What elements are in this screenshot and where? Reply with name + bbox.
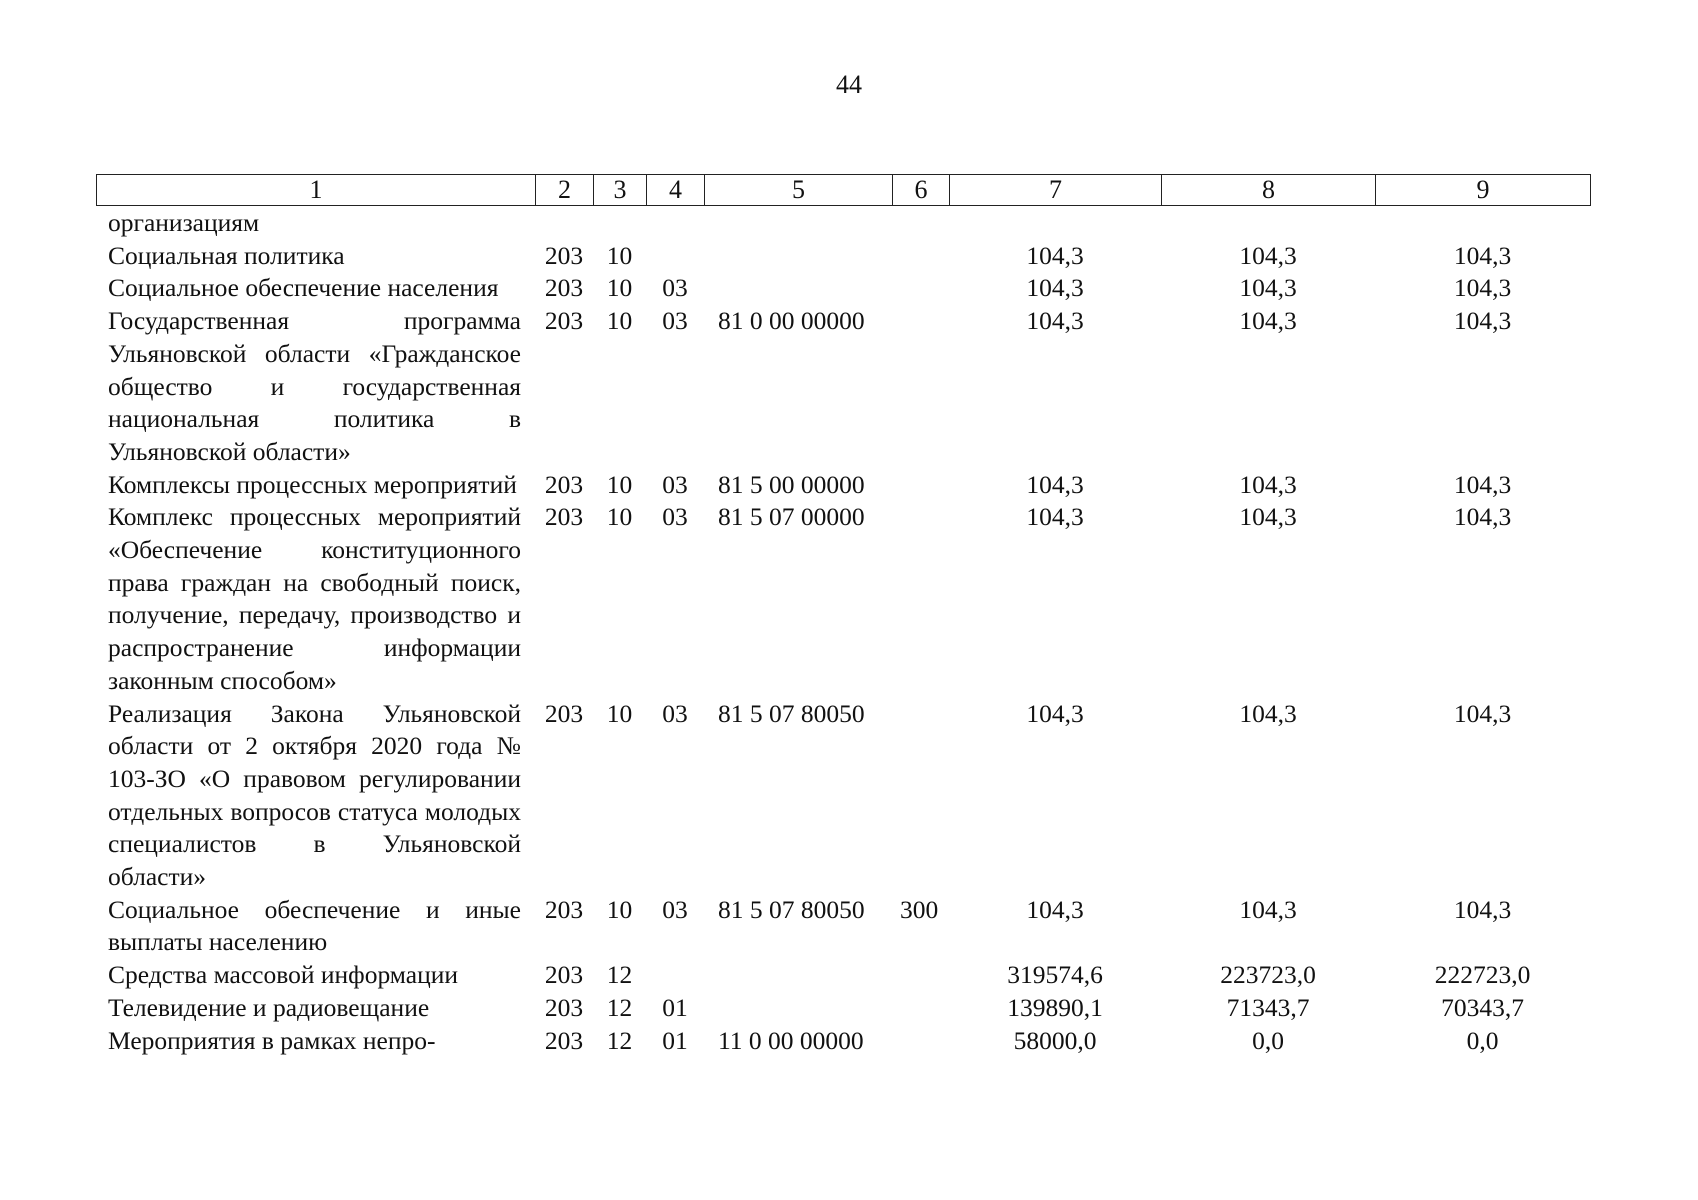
table-row [96, 1025, 1590, 1058]
row-name: Государственная программа Ульяновской области «Гражданское общество и государственная национальная политика в Ульяновской области» [108, 306, 521, 466]
row-name: организациям [108, 208, 260, 237]
row-col-2: 203 [544, 502, 584, 532]
row-col-4: 03 [662, 273, 688, 303]
row-col-7: 58000,0 [1013, 1025, 1097, 1055]
row-col-6 [892, 305, 949, 469]
row-col-8: 104,3 [1239, 469, 1297, 499]
row-col-5: 81 5 00 00000 [718, 469, 865, 499]
row-col-6 [892, 469, 949, 502]
column-header-6: 6 [893, 175, 950, 206]
column-header-8: 8 [1162, 175, 1376, 206]
row-col-2: 203 [544, 894, 584, 924]
row-col-2: 203 [544, 273, 584, 303]
table-row [96, 959, 1590, 992]
row-col-5 [704, 272, 892, 305]
row-col-5 [704, 992, 892, 1025]
row-col-9: 104,3 [1453, 469, 1512, 499]
row-col-9: 0,0 [1466, 1025, 1499, 1055]
row-col-3: 10 [606, 894, 633, 924]
row-col-8: 0,0 [1252, 1025, 1284, 1055]
page-number: 44 [836, 70, 862, 99]
row-col-6: 300 [900, 894, 939, 924]
row-col-8: 104,3 [1239, 240, 1297, 270]
row-col-4: 01 [662, 992, 688, 1022]
row-col-9: 222723,0 [1434, 960, 1531, 990]
row-col-6 [892, 992, 949, 1025]
row-col-3: 12 [606, 960, 633, 990]
row-col-5: 81 5 07 80050 [718, 698, 865, 728]
row-col-8: 71343,7 [1226, 992, 1310, 1022]
row-col-8 [1161, 207, 1375, 240]
row-col-3: 12 [606, 992, 633, 1022]
row-col-5: 81 5 07 80050 [718, 894, 865, 924]
row-name: Социальная политика [108, 240, 345, 270]
table-row [96, 272, 1590, 305]
row-col-4 [646, 959, 704, 992]
row-col-6 [892, 959, 949, 992]
budget-table-body [96, 207, 1590, 1057]
row-col-6 [892, 207, 949, 240]
row-col-8: 104,3 [1239, 306, 1297, 336]
row-col-4: 03 [662, 894, 688, 924]
column-header-3: 3 [594, 175, 647, 206]
row-col-6 [892, 240, 949, 273]
row-col-3: 10 [606, 240, 633, 270]
table-row [96, 698, 1590, 894]
row-col-7: 104,3 [1026, 698, 1084, 728]
row-name: Мероприятия в рамках непро- [108, 1025, 436, 1055]
row-name: Реализация Закона Ульяновской области от 2 октября 2020 года № 103-ЗО «О правовом регулировании отдельных вопросов статуса молодых специалистов в Ульяновской области» [108, 698, 521, 892]
row-name: Комплексы процессных мероприятий [108, 469, 517, 499]
row-col-8: 104,3 [1239, 273, 1297, 303]
row-col-9: 70343,7 [1441, 992, 1524, 1022]
table-row [96, 894, 1590, 959]
row-col-7: 104,3 [1026, 894, 1084, 924]
row-col-4: 03 [662, 469, 688, 499]
row-col-9: 104,3 [1453, 273, 1512, 303]
row-col-3: 10 [606, 502, 633, 532]
row-col-3: 10 [606, 306, 633, 336]
row-col-5: 11 0 00 00000 [718, 1025, 864, 1055]
row-col-6 [892, 698, 949, 894]
row-col-4 [646, 207, 704, 240]
row-name: Телевидение и радиовещание [108, 992, 430, 1022]
table-row [96, 501, 1590, 697]
row-col-8: 104,3 [1239, 502, 1297, 532]
row-col-7: 104,3 [1026, 502, 1084, 532]
row-col-9: 104,3 [1453, 894, 1512, 924]
row-col-7: 319574,6 [1007, 960, 1103, 990]
row-col-5 [704, 959, 892, 992]
row-col-7: 104,3 [1026, 240, 1084, 270]
row-col-5 [704, 240, 892, 273]
row-col-2: 203 [544, 240, 584, 270]
row-col-4 [646, 240, 704, 273]
row-col-6 [892, 1025, 949, 1058]
row-col-2: 203 [544, 960, 584, 990]
row-col-9: 104,3 [1453, 240, 1512, 270]
row-col-3: 12 [606, 1025, 633, 1055]
row-col-2: 203 [544, 992, 584, 1022]
row-col-7: 104,3 [1026, 273, 1084, 303]
row-col-9: 104,3 [1453, 698, 1512, 728]
row-col-2: 203 [544, 698, 584, 728]
row-col-7 [949, 207, 1161, 240]
row-col-4: 01 [662, 1025, 688, 1055]
column-header-row [97, 175, 1591, 206]
row-col-8: 104,3 [1239, 698, 1297, 728]
column-header-1: 1 [97, 175, 536, 206]
row-col-9: 104,3 [1453, 306, 1512, 336]
row-col-2: 203 [544, 306, 584, 336]
row-name: Средства массовой информации [108, 960, 459, 990]
row-name: Социальное обеспечение населения [108, 273, 499, 303]
row-col-8: 223723,0 [1220, 960, 1316, 990]
column-header-table [96, 174, 1591, 206]
column-header-7: 7 [950, 175, 1162, 206]
row-col-2 [535, 207, 593, 240]
row-col-9: 104,3 [1453, 502, 1512, 532]
row-col-3: 10 [606, 273, 633, 303]
row-col-3: 10 [606, 469, 633, 499]
row-col-4: 03 [662, 306, 688, 336]
row-col-5 [704, 207, 892, 240]
row-col-6 [892, 272, 949, 305]
row-col-2: 203 [544, 1025, 584, 1055]
column-header-5: 5 [705, 175, 893, 206]
row-name: Комплекс процессных мероприятий «Обеспечение конституционного права граждан на свободный поиск, получение, передачу, производство и распространение информации законным способом» [108, 502, 521, 695]
table-row [96, 207, 1590, 240]
row-col-9 [1375, 207, 1590, 240]
row-col-7: 104,3 [1026, 306, 1084, 336]
table-row [96, 240, 1590, 273]
row-col-8: 104,3 [1239, 894, 1297, 924]
table-row [96, 305, 1590, 469]
row-col-2: 203 [544, 469, 584, 499]
column-header-9: 9 [1376, 175, 1591, 206]
row-col-7: 139890,1 [1007, 992, 1103, 1022]
row-col-3 [593, 207, 646, 240]
row-col-4: 03 [662, 502, 688, 532]
row-col-5: 81 0 00 00000 [718, 306, 865, 336]
row-name: Социальное обеспечение и иные выплаты населению [108, 894, 521, 957]
column-header-4: 4 [647, 175, 705, 206]
row-col-6 [892, 501, 949, 697]
row-col-5: 81 5 07 00000 [718, 502, 865, 532]
row-col-3: 10 [606, 698, 633, 728]
table-row [96, 469, 1590, 502]
row-col-7: 104,3 [1026, 469, 1084, 499]
column-header-2: 2 [536, 175, 594, 206]
row-col-4: 03 [662, 698, 688, 728]
table-row [96, 992, 1590, 1025]
